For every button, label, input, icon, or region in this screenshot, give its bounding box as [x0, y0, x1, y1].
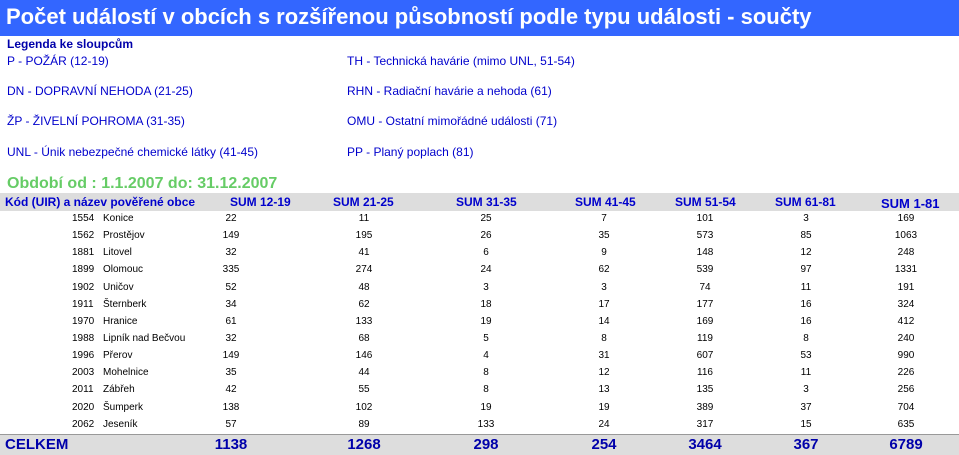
row-value-cell: 32: [225, 332, 237, 344]
row-value-cell: 24: [598, 418, 610, 430]
row-value-cell: 14: [598, 315, 610, 327]
row-value-cell: 635: [897, 418, 915, 430]
row-value-cell: 8: [483, 367, 489, 379]
row-municipality-name: Přerov: [103, 350, 133, 362]
row-code: 1996: [72, 350, 95, 362]
row-value-cell: 8: [483, 384, 489, 396]
total-cell: 367: [793, 436, 819, 453]
row-code: 1899: [72, 264, 95, 276]
legend-item-traffic: DN - DOPRAVNÍ NEHODA (21-25): [7, 84, 193, 98]
row-value-cell: 1331: [894, 264, 918, 276]
row-value-cell: 19: [480, 315, 492, 327]
row-value-cell: 41: [358, 247, 370, 259]
row-value-cell: 17: [598, 298, 610, 310]
row-municipality-name: Lipník nad Bečvou: [103, 332, 186, 344]
row-value-cell: 68: [358, 332, 370, 344]
table-row: [0, 347, 959, 364]
row-value-cell: 31: [598, 350, 610, 362]
row-value-cell: 62: [598, 264, 610, 276]
row-value-cell: 74: [699, 281, 711, 293]
row-value-cell: 116: [697, 367, 713, 379]
row-value-cell: 19: [480, 401, 492, 413]
row-value-cell: 4: [483, 350, 489, 362]
table-row: [0, 381, 959, 398]
row-value-cell: 9: [601, 247, 607, 259]
row-value-cell: 135: [696, 384, 714, 396]
row-value-cell: 12: [800, 247, 812, 259]
row-value-cell: 42: [225, 384, 237, 396]
header-sum-51-54: SUM 51-54: [675, 195, 736, 209]
row-value-cell: 248: [897, 247, 915, 259]
legend-item-false-alarm: PP - Planý poplach (81): [347, 145, 474, 159]
row-value-cell: 61: [225, 315, 237, 327]
table-row: [0, 244, 959, 261]
row-code: 2011: [72, 384, 94, 396]
row-value-cell: 37: [800, 401, 812, 413]
header-sum-61-81: SUM 61-81: [775, 195, 836, 209]
row-value-cell: 24: [480, 264, 492, 276]
row-value-cell: 539: [696, 264, 714, 276]
row-municipality-name: Olomouc: [103, 264, 144, 276]
row-value-cell: 133: [355, 315, 373, 327]
row-value-cell: 35: [598, 230, 610, 242]
header-sum-21-25: SUM 21-25: [333, 195, 394, 209]
row-code: 2062: [72, 418, 95, 430]
row-code: 1970: [72, 315, 95, 327]
legend-item-fire: P - POŽÁR (12-19): [7, 54, 109, 68]
table-header: [0, 192, 959, 211]
header-municipality: Kód (UIR) a název pověřené obce: [5, 195, 196, 209]
row-code: 1562: [72, 230, 95, 242]
row-value-cell: 15: [800, 418, 812, 430]
row-value-cell: 317: [696, 418, 714, 430]
row-code: 1554: [72, 213, 95, 224]
row-value-cell: 16: [800, 298, 812, 310]
row-value-cell: 89: [358, 418, 370, 430]
row-municipality-name: Šternberk: [103, 298, 147, 310]
row-value-cell: 32: [225, 247, 237, 259]
row-value-cell: 704: [897, 401, 915, 413]
row-value-cell: 146: [355, 350, 373, 362]
row-value-cell: 7: [601, 213, 607, 224]
row-municipality-name: Hranice: [103, 315, 138, 327]
row-value-cell: 55: [358, 384, 370, 396]
table-body: [0, 210, 959, 433]
total-row: [0, 434, 959, 455]
legend-item-other: OMU - Ostatní mimořádné události (71): [347, 114, 558, 128]
row-code: 2003: [72, 367, 95, 379]
row-value-cell: 3: [803, 384, 809, 396]
total-cell: 254: [591, 436, 617, 453]
row-value-cell: 138: [222, 401, 240, 413]
total-cell: 6789: [889, 436, 923, 453]
row-municipality-name: Konice: [103, 213, 134, 224]
row-municipality-name: Šumperk: [103, 401, 144, 413]
row-value-cell: 6: [483, 247, 489, 259]
period-range: Období od : 1.1.2007 do: 31.12.2007: [7, 175, 278, 192]
header-sum-41-45: SUM 41-45: [575, 195, 636, 209]
row-value-cell: 57: [225, 418, 237, 430]
row-value-cell: 389: [696, 401, 714, 413]
row-value-cell: 85: [800, 230, 812, 242]
total-cell: 1138: [214, 436, 248, 453]
row-value-cell: 8: [803, 332, 809, 344]
row-value-cell: 62: [358, 298, 370, 310]
total-cell: 298: [473, 436, 499, 453]
row-value-cell: 119: [697, 332, 713, 344]
row-value-cell: 35: [225, 367, 237, 379]
row-value-cell: 44: [358, 367, 370, 379]
row-value-cell: 1063: [894, 230, 918, 242]
table-row: [0, 416, 959, 433]
row-value-cell: 26: [480, 230, 492, 242]
row-value-cell: 13: [598, 384, 610, 396]
row-value-cell: 97: [800, 264, 812, 276]
row-value-cell: 335: [222, 264, 240, 276]
row-municipality-name: Zábřeh: [103, 384, 135, 396]
table-row: [0, 330, 959, 347]
legend-item-chemical: UNL - Únik nebezpečné chemické látky (41-45): [7, 145, 258, 159]
row-code: 2020: [72, 401, 95, 413]
row-value-cell: 256: [897, 384, 915, 396]
row-code: 1988: [72, 332, 95, 344]
row-value-cell: 324: [897, 298, 915, 310]
row-value-cell: 573: [696, 230, 714, 242]
row-value-cell: 607: [696, 350, 714, 362]
header-sum-12-19: SUM 12-19: [230, 195, 291, 209]
title-bar: [0, 0, 959, 36]
row-value-cell: 240: [897, 332, 915, 344]
row-value-cell: 19: [598, 401, 610, 413]
table-row: [0, 313, 959, 330]
row-value-cell: 177: [696, 298, 714, 310]
row-value-cell: 22: [225, 213, 237, 224]
row-value-cell: 412: [897, 315, 915, 327]
row-value-cell: 169: [897, 213, 915, 224]
header-sum-31-35: SUM 31-35: [456, 195, 517, 209]
row-code: 1911: [72, 298, 94, 310]
row-value-cell: 53: [800, 350, 812, 362]
table-row: [0, 364, 959, 381]
row-municipality-name: Prostějov: [103, 230, 145, 242]
row-code: 1881: [72, 247, 95, 259]
row-value-cell: 25: [480, 213, 492, 224]
table-row: [0, 210, 959, 227]
row-municipality-name: Litovel: [103, 247, 132, 259]
row-value-cell: 3: [803, 213, 809, 224]
row-value-cell: 48: [358, 281, 370, 293]
row-municipality-name: Mohelnice: [103, 367, 149, 379]
row-value-cell: 5: [483, 332, 489, 344]
row-code: 1902: [72, 281, 95, 293]
row-municipality-name: Uničov: [103, 281, 134, 293]
row-value-cell: 191: [897, 281, 915, 293]
table-row: [0, 279, 959, 296]
row-value-cell: 102: [355, 401, 373, 413]
row-value-cell: 274: [355, 264, 373, 276]
total-cell: 1268: [347, 436, 381, 453]
legend-heading: Legenda ke sloupcům: [7, 37, 134, 51]
row-value-cell: 195: [355, 230, 373, 242]
table-row: [0, 399, 959, 416]
total-label: CELKEM: [5, 436, 69, 453]
row-value-cell: 34: [225, 298, 237, 310]
row-value-cell: 12: [598, 367, 610, 379]
row-value-cell: 3: [483, 281, 489, 293]
legend-item-technical: TH - Technická havárie (mimo UNL, 51-54): [347, 54, 575, 68]
row-value-cell: 3: [601, 281, 607, 293]
row-value-cell: 52: [225, 281, 237, 293]
row-value-cell: 101: [696, 213, 714, 224]
legend-item-radiation: RHN - Radiační havárie a nehoda (61): [347, 84, 552, 98]
page-title: Počet událostí v obcích s rozšířenou působností podle typu události - součty: [6, 4, 812, 29]
header-sum-1-81: SUM 1-81: [881, 196, 940, 211]
row-municipality-name: Jeseník: [103, 418, 138, 430]
row-value-cell: 11: [358, 213, 370, 224]
row-value-cell: 11: [800, 367, 812, 379]
row-value-cell: 11: [800, 281, 812, 293]
row-value-cell: 18: [480, 298, 492, 310]
row-value-cell: 133: [477, 418, 495, 430]
row-value-cell: 148: [696, 247, 714, 259]
row-value-cell: 226: [897, 367, 915, 379]
table-row: [0, 261, 959, 278]
total-cell: 3464: [688, 436, 722, 453]
row-value-cell: 149: [222, 230, 240, 242]
row-value-cell: 16: [800, 315, 812, 327]
table-row: [0, 227, 959, 244]
row-value-cell: 149: [222, 350, 240, 362]
row-value-cell: 8: [601, 332, 607, 344]
row-value-cell: 169: [696, 315, 714, 327]
table-row: [0, 296, 959, 313]
legend-item-natural: ŽP - ŽIVELNÍ POHROMA (31-35): [7, 114, 185, 128]
row-value-cell: 990: [897, 350, 915, 362]
